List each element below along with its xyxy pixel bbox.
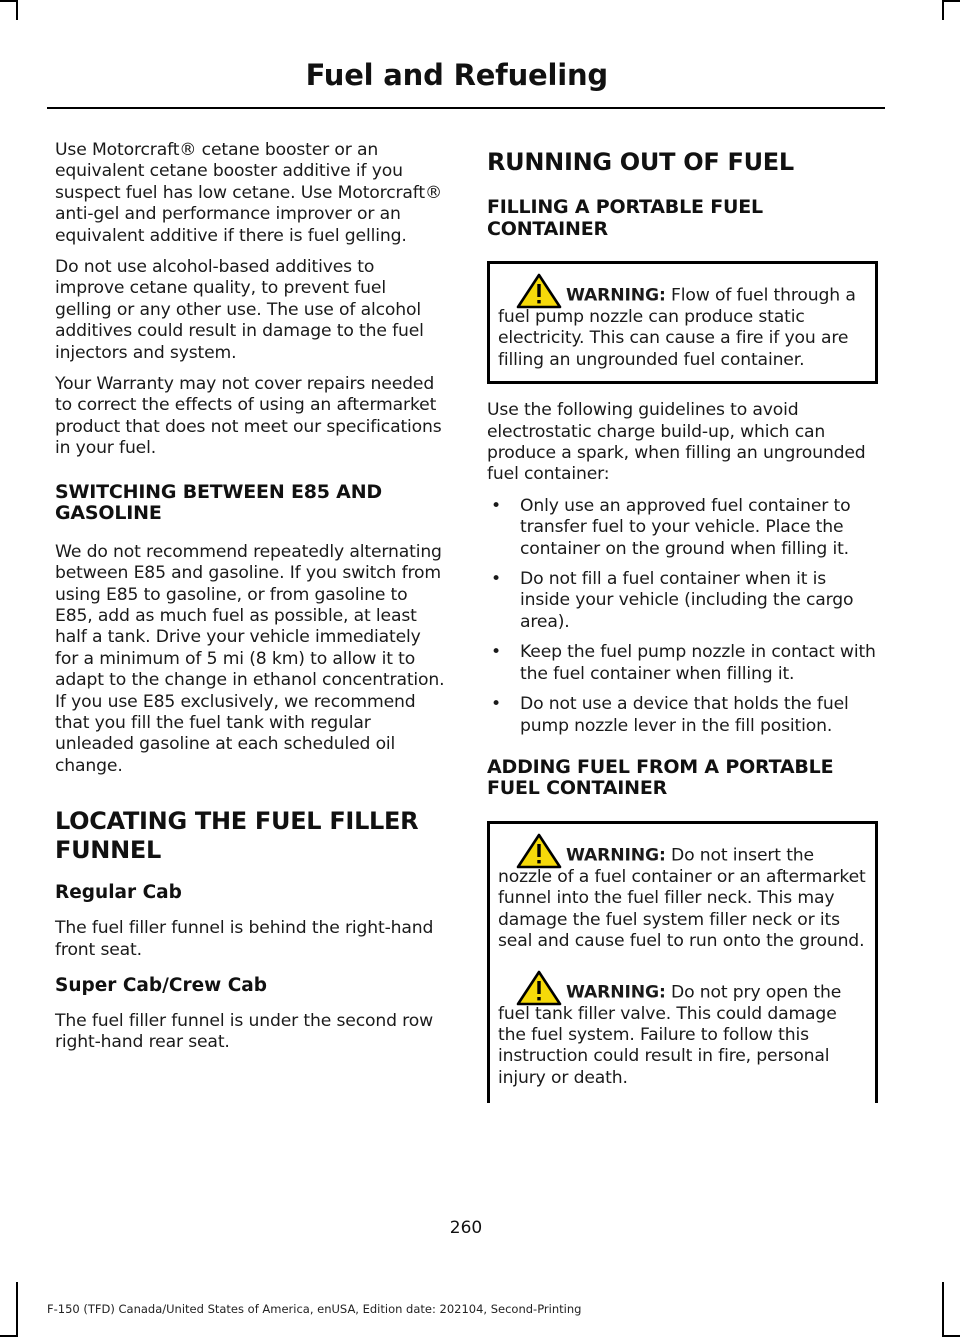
list-item: • Keep the fuel pump nozzle in contact with the fuel container when filling it. xyxy=(491,642,876,684)
left-column xyxy=(55,140,447,1064)
footer-edition-info: F-150 (TFD) Canada/United States of America, enUSA, Edition date: 202104, Second-Printing xyxy=(47,1302,582,1316)
crop-mark-top-left xyxy=(0,0,16,2)
bullet-icon: • xyxy=(491,495,501,516)
bullet-icon: • xyxy=(491,569,501,590)
switching-paragraph: We do not recommend repeatedly alternating between E85 and gasoline. If you switch from using E85 to gasoline, or from gasoline to E85, add as much fuel as possible, at least half a tank. Drive your vehicle immediately for a minimum of 5 mi (8 km) to allow it to adapt to the change in ethanol concentration. If you use E85 exclusively, we recommend that you fill the fuel tank with regular unleaded gasoline at each scheduled oil change. xyxy=(55,541,445,776)
warning-triangle-icon xyxy=(516,970,562,1006)
header-rule xyxy=(47,107,885,109)
warning-triangle-icon xyxy=(516,273,562,309)
bullet-icon: • xyxy=(491,642,501,663)
switching-heading: SWITCHING BETWEEN E85 AND GASOLINE xyxy=(55,480,382,525)
list-item: • Only use an approved fuel container to transfer fuel to your vehicle. Place the container on the ground when filling it. xyxy=(491,495,851,559)
crop-mark-top-right xyxy=(944,0,960,2)
super-cab-heading: Super Cab/Crew Cab xyxy=(55,974,267,996)
running-out-heading: RUNNING OUT OF FUEL xyxy=(487,148,794,176)
page-number: 260 xyxy=(449,1218,483,1238)
warranty-paragraph: Your Warranty may not cover repairs needed to correct the effects of using an aftermarket product that does not meet our specifications in your fuel. xyxy=(55,374,442,459)
guidelines-list xyxy=(487,496,878,737)
warning-box-adding xyxy=(487,821,878,1103)
list-item: • Do not fill a fuel container when it is inside your vehicle (including the cargo area). xyxy=(491,569,854,632)
page-header-title: Fuel and Refueling xyxy=(305,58,608,92)
crop-mark-top-left-v xyxy=(16,0,18,20)
filling-heading: FILLING A PORTABLE FUEL CONTAINER xyxy=(487,196,763,240)
guidelines-intro: Use the following guidelines to avoid electrostatic charge build-up, which can produce a spark, when filling an ungrounded fuel container: xyxy=(487,400,866,485)
regular-cab-paragraph: The fuel filler funnel is behind the right-hand front seat. xyxy=(55,918,434,960)
locating-heading: LOCATING THE FUEL FILLER FUNNEL xyxy=(55,807,419,865)
warning-triangle-icon xyxy=(516,833,562,869)
list-item: • Do not use a device that holds the fuel pump nozzle lever in the fill position. xyxy=(491,694,849,736)
warning-box-static xyxy=(487,261,878,384)
alcohol-additives-paragraph: Do not use alcohol-based additives to improve cetane quality, to prevent fuel gelling or any other use. The use of alcohol additives could result in damage to the fuel injectors and system. xyxy=(55,257,424,363)
warning-text: Do not insert the nozzle of a fuel container or an aftermarket funnel into the fuel filler neck. This may damage the fuel system filler neck or its seal and cause fuel to run onto the ground. xyxy=(498,845,866,952)
crop-mark-top-right-v xyxy=(942,0,944,20)
warning-label: WARNING: xyxy=(566,982,666,1003)
super-cab-paragraph: The fuel filler funnel is under the second row right-hand rear seat. xyxy=(55,1010,433,1053)
warning-nozzle xyxy=(498,833,867,953)
regular-cab-heading: Regular Cab xyxy=(55,882,182,904)
warning-static-electricity xyxy=(498,273,867,371)
bullet-icon: • xyxy=(491,694,501,715)
right-column xyxy=(487,140,878,1103)
adding-fuel-heading: ADDING FUEL FROM A PORTABLE FUEL CONTAINER xyxy=(487,755,834,800)
warning-text: Do not pry open the fuel tank filler valve. This could damage the fuel system. Failure to follow this instruction could result in fire, personal injury or death. xyxy=(498,982,842,1088)
warning-label: WARNING: xyxy=(566,845,666,866)
warning-label: WARNING: xyxy=(566,285,666,306)
warning-text: Flow of fuel through a fuel pump nozzle can produce static electricity. This can cause a fire if you are filling an ungrounded fuel container. xyxy=(498,285,856,370)
crop-mark-bottom-left-v xyxy=(16,1282,18,1337)
crop-mark-bottom-right-v xyxy=(942,1282,944,1337)
cetane-booster-paragraph: Use Motorcraft® cetane booster or an equivalent cetane booster additive if you suspect fuel has low cetane. Use Motorcraft® anti-gel and performance improver or an equivalent additive if there is fuel gelling. xyxy=(55,140,443,246)
warning-filler-valve xyxy=(498,970,867,1090)
